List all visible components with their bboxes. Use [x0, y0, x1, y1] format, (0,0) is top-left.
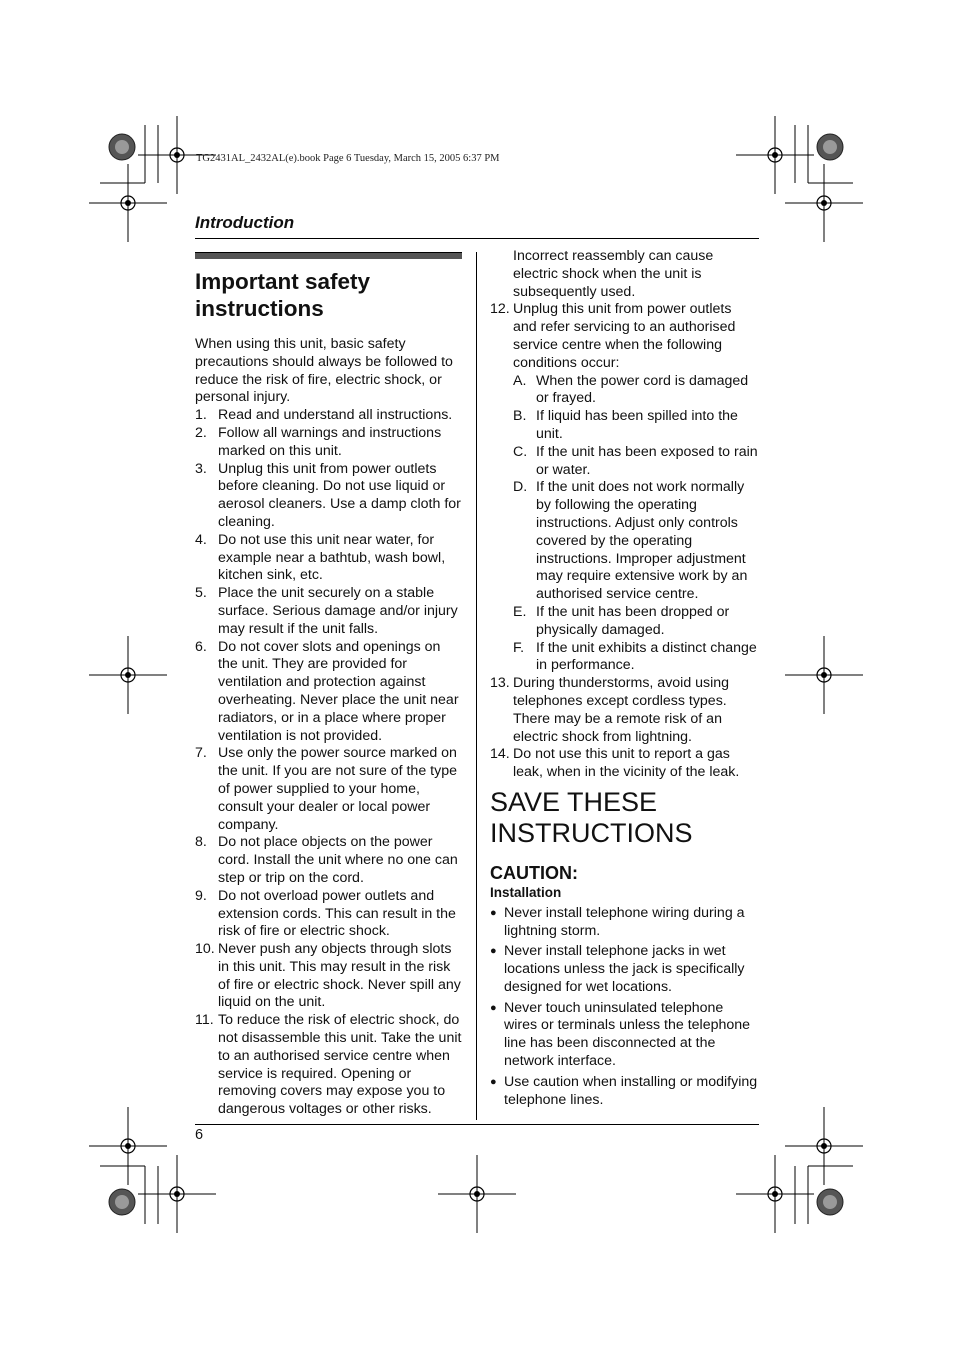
- save-instructions-heading: SAVE THESE INSTRUCTIONS: [490, 786, 693, 848]
- list-item: 7. Use only the power source marked on the unit. If you are not sure of the type of power supplied to your home, consult your dealer or local power company.: [195, 745, 457, 833]
- sub-item: B. If liquid has been spilled into the unit.: [513, 408, 738, 442]
- caution-list: [490, 905, 758, 1110]
- file-info: TG2431AL_2432AL(e).book Page 6 Tuesday, March 15, 2005 6:37 PM: [196, 153, 500, 164]
- list-item: 9. Do not overload power outlets and extension cords. This can result in the risk of fire or electric shock.: [195, 887, 456, 940]
- bullet-icon: ●: [490, 906, 497, 919]
- list-item: 1. Read and understand all instructions.: [195, 407, 453, 424]
- column-divider: [476, 252, 477, 1120]
- left-column: [195, 252, 462, 1119]
- list-item: 3. Unplug this unit from power outlets before cleaning. Do not use liquid or aerosol cleaners. Use a damp cloth for cleaning.: [195, 460, 461, 530]
- color-target-icon: [109, 134, 135, 160]
- safety-list-continued: [490, 301, 758, 782]
- list-item: 4. Do not use this unit near water, for example near a bathtub, wash bowl, kitchen sink, etc.: [195, 531, 446, 584]
- page-number: 6: [195, 1127, 204, 1143]
- title-bar: [195, 252, 462, 259]
- list-item: 12. Unplug this unit from power outlets and refer servicing to an authorised service centre when the following conditions occur: A. When the power cord is damaged or frayed. B. If liquid has been spilled into the unit. C. If the unit has been exposed to rain or water. D. If the unit does not work normally by following the operating instructions. Adjust only controls covered by the operating instructions. Improper adjustment may require extensive work by an authorised service centre. E. If the unit has been dropped or physically damaged. F. If the unit exhibits a distinct change in performance.: [490, 301, 758, 674]
- footer-rule: [195, 1124, 759, 1125]
- sub-item: A. When the power cord is damaged or frayed.: [513, 372, 749, 407]
- list-item: 13. During thunderstorms, avoid using telephones except cordless types. There may be a remote risk of an electric shock from lightning.: [490, 675, 730, 745]
- list-item: ● Never install telephone jacks in wet locations unless the jack is specifically designed for wet locations.: [490, 943, 745, 995]
- bullet-icon: ●: [490, 945, 497, 958]
- bullet-icon: ●: [490, 1075, 497, 1088]
- safety-list: [195, 407, 462, 1119]
- installation-label: Installation: [490, 884, 562, 900]
- list-item: ● Use caution when installing or modifying telephone lines.: [490, 1073, 758, 1108]
- continuation-text: Incorrect reassembly can cause electric shock when the unit is subsequently used.: [513, 248, 714, 300]
- list-item: 2. Follow all warnings and instructions marked on this unit.: [195, 424, 442, 459]
- sub-item: E. If the unit has been dropped or physically damaged.: [513, 603, 730, 638]
- right-column: [490, 248, 758, 1112]
- caution-heading: CAUTION:: [490, 862, 578, 883]
- list-item: 5. Place the unit securely on a stable surface. Serious damage and/or injury may result if the unit falls.: [195, 585, 458, 637]
- list-item: 14. Do not use this unit to report a gas leak, when in the vicinity of the leak.: [490, 746, 740, 781]
- section-label: Introduction: [195, 213, 295, 232]
- list-item: 8. Do not place objects on the power cord. Install the unit where no one can step or trip on the cord.: [195, 834, 458, 886]
- header-rule: [195, 238, 759, 239]
- bullet-icon: ●: [490, 1001, 497, 1014]
- sub-item: F. If the unit exhibits a distinct change in performance.: [513, 639, 757, 674]
- sub-item: D. If the unit does not work normally by following the operating instructions. Adjust only controls covered by the operating instructions. Improper adjustment may require extensive work by an authorised service centre.: [513, 479, 748, 603]
- intro-text: When using this unit, basic safety precautions should always be followed to reduce the risk of fire, electric shock, or personal injury.: [195, 336, 453, 406]
- page-title: Important safety instructions: [195, 269, 371, 321]
- list-item: 6. Do not cover slots and openings on the unit. They are provided for ventilation and protection against overheating. Never place the unit near radiators, or in a place where proper ventilation is not provided.: [195, 638, 459, 744]
- list-item: 11. To reduce the risk of electric shock, do not disassemble this unit. Take the unit to an authorised service centre when service is required. Opening or removing covers may expose you to dangerous voltages or other risks.: [195, 1012, 462, 1118]
- list-item: ● Never touch uninsulated telephone wires or terminals unless the telephone line has been disconnected at the network interface.: [490, 999, 751, 1070]
- sub-item: C. If the unit has been exposed to rain or water.: [513, 443, 758, 478]
- list-item: ● Never install telephone wiring during a lightning storm.: [490, 904, 745, 939]
- condition-list: [513, 373, 758, 676]
- list-item: 10. Never push any objects through slots in this unit. This may result in the risk of fire or electric shock. Never spill any liquid on the unit.: [195, 941, 461, 1011]
